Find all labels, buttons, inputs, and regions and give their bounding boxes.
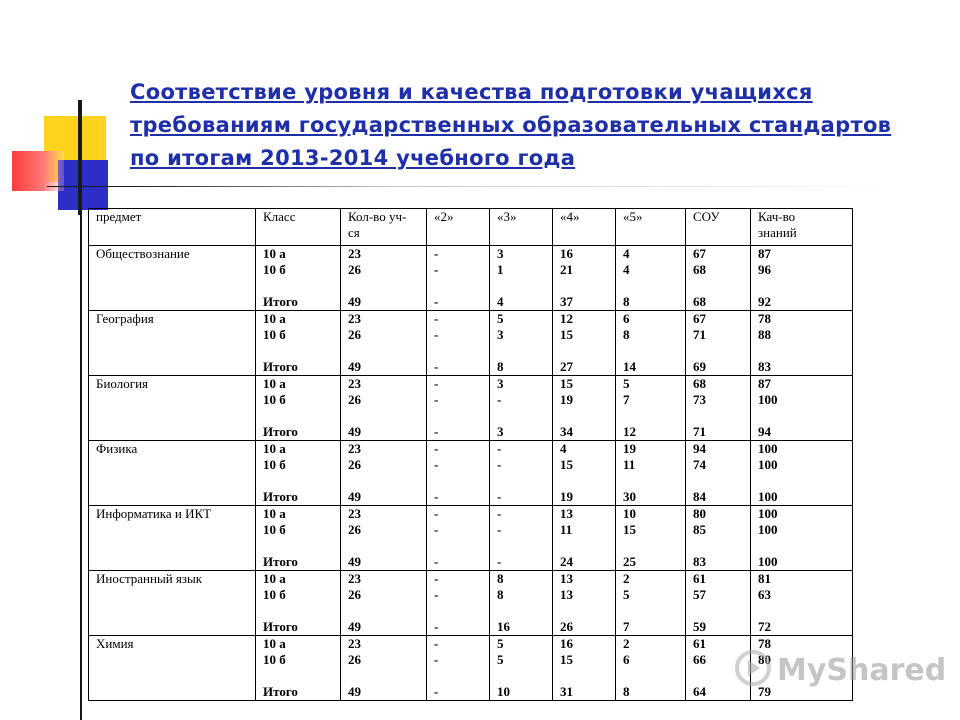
classes-cell — [256, 441, 341, 506]
g5-cell — [616, 311, 686, 376]
g2-value: - — [434, 571, 439, 586]
table-header-row — [89, 209, 853, 246]
count-value: 23 — [348, 311, 361, 326]
g4-value: 15 — [560, 456, 573, 472]
classes-total: Итого — [263, 684, 298, 699]
g2-cell — [427, 571, 490, 636]
quality-total: 83 — [758, 359, 771, 374]
sou-value: 73 — [693, 391, 706, 407]
count-total: 49 — [348, 489, 361, 504]
classes-cell — [256, 571, 341, 636]
g5-cell — [616, 246, 686, 311]
watermark-text: MyShared — [777, 653, 947, 688]
classes-value: 10 б — [263, 651, 286, 667]
subject-name: Иностранный язык — [96, 571, 203, 586]
count-value: 26 — [348, 651, 361, 667]
sou-value: 68 — [693, 376, 706, 391]
g3-cell — [490, 246, 553, 311]
quality-cell — [751, 376, 853, 441]
count-total: 49 — [348, 684, 361, 699]
subject-cell — [89, 376, 256, 441]
subject-cell — [89, 311, 256, 376]
classes-value: 10 а — [263, 506, 286, 521]
classes-value: 10 б — [263, 391, 286, 407]
g4-cell — [553, 441, 616, 506]
sou-value: 57 — [693, 586, 706, 602]
table-row — [89, 246, 853, 311]
sou-cell — [686, 311, 751, 376]
g2-value: - — [434, 506, 439, 521]
g4-cell — [553, 571, 616, 636]
g3-value: 3 — [497, 326, 504, 342]
count-value: 23 — [348, 246, 361, 261]
g2-total: - — [434, 619, 439, 634]
quality-value: 96 — [758, 261, 771, 277]
header-grade-3: «3» — [490, 209, 553, 246]
g4-cell — [553, 506, 616, 571]
quality-total: 92 — [758, 294, 771, 309]
g2-value: - — [434, 651, 439, 667]
count-value: 26 — [348, 391, 361, 407]
classes-value: 10 б — [263, 456, 286, 472]
g2-value: - — [434, 311, 439, 326]
subject-name: География — [96, 311, 154, 326]
g5-total: 7 — [623, 619, 630, 634]
logo-red-square — [12, 151, 64, 191]
g2-cell — [427, 506, 490, 571]
subject-cell — [89, 506, 256, 571]
g3-cell — [490, 571, 553, 636]
g2-total: - — [434, 554, 439, 569]
header-quality: Кач-во знаний — [751, 209, 853, 246]
g2-value: - — [434, 246, 439, 261]
count-cell — [341, 311, 427, 376]
g5-cell — [616, 506, 686, 571]
g5-value: 8 — [623, 326, 630, 342]
count-value: 26 — [348, 521, 361, 537]
g2-value: - — [434, 376, 439, 391]
sou-value: 94 — [693, 441, 706, 456]
g4-value: 15 — [560, 326, 573, 342]
count-value: 26 — [348, 326, 361, 342]
table-row — [89, 441, 853, 506]
g5-value: 11 — [623, 456, 636, 472]
quality-value: 100 — [758, 456, 778, 472]
sou-value: 66 — [693, 651, 706, 667]
decor-horizontal-line — [47, 186, 917, 187]
count-total: 49 — [348, 554, 361, 569]
g5-cell — [616, 571, 686, 636]
g3-value: 1 — [497, 261, 504, 277]
g5-value: 7 — [623, 391, 630, 407]
sou-total: 68 — [693, 294, 706, 309]
g2-value: - — [434, 391, 439, 407]
sou-total: 83 — [693, 554, 706, 569]
g2-value: - — [434, 441, 439, 456]
table-row — [89, 506, 853, 571]
header-grade-4: «4» — [553, 209, 616, 246]
g3-value: - — [497, 456, 502, 472]
sou-cell — [686, 246, 751, 311]
quality-total: 72 — [758, 619, 771, 634]
sou-value: 61 — [693, 636, 706, 651]
header-class: Класс — [256, 209, 341, 246]
g3-value: 3 — [497, 376, 504, 391]
g2-cell — [427, 441, 490, 506]
sou-total: 64 — [693, 684, 706, 699]
g5-value: 5 — [623, 586, 630, 602]
g4-total: 34 — [560, 424, 573, 439]
g4-total: 26 — [560, 619, 573, 634]
subject-name: Химия — [96, 636, 134, 651]
count-cell — [341, 506, 427, 571]
count-total: 49 — [348, 424, 361, 439]
sou-cell — [686, 506, 751, 571]
sou-value: 61 — [693, 571, 706, 586]
watermark — [735, 650, 946, 688]
g4-total: 24 — [560, 554, 573, 569]
subject-cell — [89, 571, 256, 636]
quality-value: 78 — [758, 311, 771, 326]
subject-name: Биология — [96, 376, 149, 391]
sou-value: 67 — [693, 246, 706, 261]
g5-total: 8 — [623, 294, 630, 309]
g4-value: 15 — [560, 376, 573, 391]
g3-total: - — [497, 489, 502, 504]
g5-value: 4 — [623, 246, 630, 261]
g4-value: 4 — [560, 441, 567, 456]
g5-total: 8 — [623, 684, 630, 699]
results-table — [88, 208, 853, 701]
quality-cell — [751, 571, 853, 636]
subject-cell — [89, 636, 256, 701]
table-row — [89, 376, 853, 441]
quality-value: 100 — [758, 391, 778, 407]
classes-value: 10 а — [263, 376, 286, 391]
count-value: 23 — [348, 506, 361, 521]
count-value: 23 — [348, 376, 361, 391]
classes-cell — [256, 636, 341, 701]
subject-name: Информатика и ИКТ — [96, 506, 212, 521]
classes-total: Итого — [263, 359, 298, 374]
classes-cell — [256, 506, 341, 571]
count-cell — [341, 376, 427, 441]
g2-total: - — [434, 424, 439, 439]
quality-total: 94 — [758, 424, 771, 439]
g5-cell — [616, 636, 686, 701]
quality-value: 100 — [758, 441, 778, 456]
classes-value: 10 б — [263, 586, 286, 602]
g2-value: - — [434, 521, 439, 537]
g4-value: 21 — [560, 261, 573, 277]
logo-blue-square — [58, 160, 108, 210]
classes-value: 10 б — [263, 326, 286, 342]
quality-total: 100 — [758, 554, 778, 569]
g4-total: 19 — [560, 489, 573, 504]
quality-value: 63 — [758, 586, 771, 602]
g2-value: - — [434, 261, 439, 277]
table-row — [89, 311, 853, 376]
count-value: 23 — [348, 441, 361, 456]
sou-cell — [686, 441, 751, 506]
g4-value: 13 — [560, 586, 573, 602]
g2-value: - — [434, 326, 439, 342]
slide-title[interactable]: Соответствие уровня и качества подготовки учащихся требованиям государственных образовательных стандартов по итогам 2013-2014 учебного года — [130, 80, 892, 170]
g3-total: 4 — [497, 294, 504, 309]
g2-total: - — [434, 359, 439, 374]
sou-value: 80 — [693, 506, 706, 521]
g2-total: - — [434, 684, 439, 699]
subject-cell — [89, 246, 256, 311]
count-value: 26 — [348, 586, 361, 602]
g4-total: 37 — [560, 294, 573, 309]
quality-value: 88 — [758, 326, 771, 342]
g2-value: - — [434, 456, 439, 472]
g4-value: 13 — [560, 571, 573, 586]
g3-value: - — [497, 521, 502, 537]
sou-value: 71 — [693, 326, 706, 342]
sou-value: 85 — [693, 521, 706, 537]
quality-cell — [751, 441, 853, 506]
g4-cell — [553, 311, 616, 376]
quality-value: 81 — [758, 571, 771, 586]
g3-cell — [490, 506, 553, 571]
count-value: 26 — [348, 456, 361, 472]
count-value: 26 — [348, 261, 361, 277]
g3-value: 5 — [497, 651, 504, 667]
g3-total: 16 — [497, 619, 510, 634]
g4-value: 16 — [560, 246, 573, 261]
subject-name: Обществознание — [96, 246, 190, 261]
quality-value: 78 — [758, 636, 771, 651]
classes-value: 10 б — [263, 521, 286, 537]
g3-total: 10 — [497, 684, 510, 699]
g4-cell — [553, 636, 616, 701]
classes-value: 10 а — [263, 311, 286, 326]
sou-total: 59 — [693, 619, 706, 634]
g4-value: 19 — [560, 391, 573, 407]
g5-total: 30 — [623, 489, 636, 504]
quality-total: 100 — [758, 489, 778, 504]
classes-total: Итого — [263, 424, 298, 439]
g5-value: 6 — [623, 311, 630, 326]
g5-value: 15 — [623, 521, 636, 537]
g2-cell — [427, 246, 490, 311]
g5-value: 19 — [623, 441, 636, 456]
header-subject: предмет — [89, 209, 256, 246]
g3-cell — [490, 376, 553, 441]
sou-total: 69 — [693, 359, 706, 374]
quality-value: 87 — [758, 376, 771, 391]
g5-cell — [616, 376, 686, 441]
g5-value: 2 — [623, 571, 630, 586]
classes-value: 10 а — [263, 571, 286, 586]
sou-value: 67 — [693, 311, 706, 326]
g2-total: - — [434, 294, 439, 309]
classes-value: 10 а — [263, 636, 286, 651]
g3-value: 5 — [497, 311, 504, 326]
g3-total: - — [497, 554, 502, 569]
count-value: 23 — [348, 636, 361, 651]
classes-value: 10 а — [263, 246, 286, 261]
decor-vertical-line-2 — [78, 100, 80, 215]
count-value: 23 — [348, 571, 361, 586]
decor-vertical-line — [80, 100, 82, 720]
count-cell — [341, 441, 427, 506]
g4-value: 12 — [560, 311, 573, 326]
header-count: Кол-во уч-ся — [341, 209, 427, 246]
g2-cell — [427, 636, 490, 701]
classes-total: Итого — [263, 619, 298, 634]
g5-total: 25 — [623, 554, 636, 569]
g5-value: 4 — [623, 261, 630, 277]
g3-total: 8 — [497, 359, 504, 374]
g3-cell — [490, 441, 553, 506]
g3-cell — [490, 311, 553, 376]
count-cell — [341, 246, 427, 311]
sou-total: 71 — [693, 424, 706, 439]
sou-value: 74 — [693, 456, 706, 472]
count-cell — [341, 571, 427, 636]
g2-total: - — [434, 489, 439, 504]
sou-cell — [686, 376, 751, 441]
header-grade-2: «2» — [427, 209, 490, 246]
g3-value: - — [497, 441, 502, 456]
subject-name: Физика — [96, 441, 138, 456]
g3-cell — [490, 636, 553, 701]
g3-value: - — [497, 506, 502, 521]
quality-cell — [751, 311, 853, 376]
quality-value: 80 — [758, 651, 771, 667]
quality-value: 100 — [758, 506, 778, 521]
g5-value: 2 — [623, 636, 630, 651]
g4-value: 15 — [560, 651, 573, 667]
quality-cell — [751, 246, 853, 311]
table-row — [89, 571, 853, 636]
quality-cell — [751, 506, 853, 571]
g4-value: 16 — [560, 636, 573, 651]
classes-total: Итого — [263, 489, 298, 504]
classes-total: Итого — [263, 554, 298, 569]
count-total: 49 — [348, 294, 361, 309]
sou-cell — [686, 571, 751, 636]
classes-value: 10 б — [263, 261, 286, 277]
g2-cell — [427, 376, 490, 441]
g3-value: - — [497, 391, 502, 407]
g4-cell — [553, 246, 616, 311]
classes-cell — [256, 311, 341, 376]
g2-value: - — [434, 586, 439, 602]
classes-cell — [256, 376, 341, 441]
count-total: 49 — [348, 359, 361, 374]
watermark-play-icon — [735, 650, 771, 686]
quality-total: 79 — [758, 684, 771, 699]
classes-value: 10 а — [263, 441, 286, 456]
g5-cell — [616, 441, 686, 506]
g5-value: 5 — [623, 376, 630, 391]
classes-total: Итого — [263, 294, 298, 309]
g4-cell — [553, 376, 616, 441]
g3-value: 5 — [497, 636, 504, 651]
classes-cell — [256, 246, 341, 311]
g5-total: 14 — [623, 359, 636, 374]
g4-value: 13 — [560, 506, 573, 521]
g5-value: 6 — [623, 651, 630, 667]
subject-cell — [89, 441, 256, 506]
count-total: 49 — [348, 619, 361, 634]
g5-value: 10 — [623, 506, 636, 521]
g3-total: 3 — [497, 424, 504, 439]
g4-total: 27 — [560, 359, 573, 374]
header-grade-5: «5» — [616, 209, 686, 246]
g5-total: 12 — [623, 424, 636, 439]
quality-value: 87 — [758, 246, 771, 261]
g3-value: 8 — [497, 586, 504, 602]
g2-cell — [427, 311, 490, 376]
g4-value: 11 — [560, 521, 573, 537]
quality-value: 100 — [758, 521, 778, 537]
g4-total: 31 — [560, 684, 573, 699]
g2-value: - — [434, 636, 439, 651]
sou-total: 84 — [693, 489, 706, 504]
count-cell — [341, 636, 427, 701]
header-sou: СОУ — [686, 209, 751, 246]
g3-value: 8 — [497, 571, 504, 586]
sou-value: 68 — [693, 261, 706, 277]
g3-value: 3 — [497, 246, 504, 261]
